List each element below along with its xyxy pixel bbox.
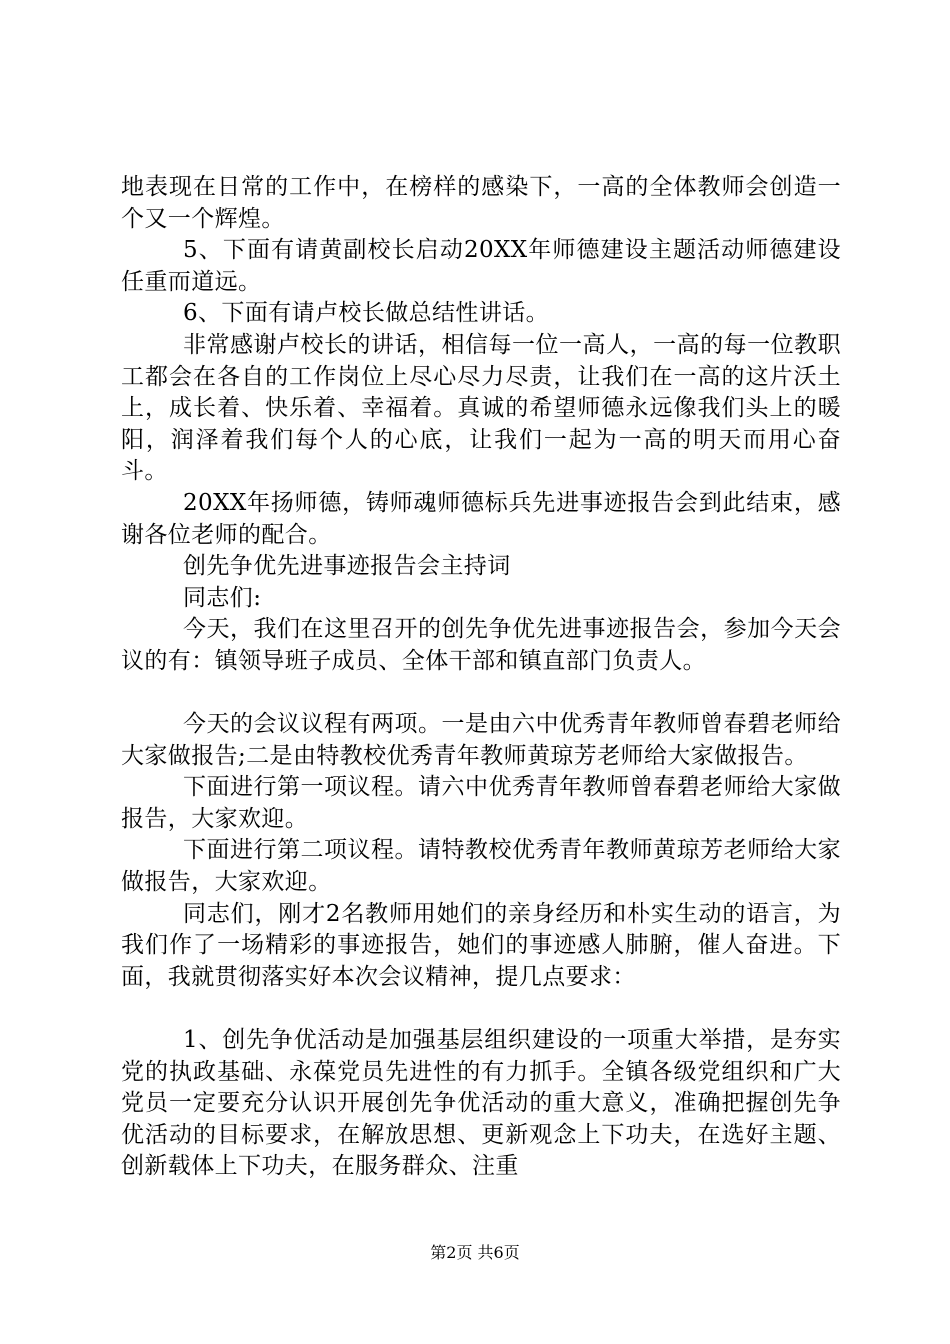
blank-line <box>121 678 841 710</box>
paragraph-thanks: 非常感谢卢校长的讲话，相信每一位一高人，一高的每一位教职工都会在各自的工作岗位上尽心尽力尽责，让我们在一高的这片沃土上，成长着、快乐着、幸福着。真诚的希望师德永远像我们头上的暖阳，润泽着我们每个人的心底，让我们一起为一高的明天而用心奋斗。 <box>121 331 841 485</box>
document-body <box>121 172 841 1183</box>
page-footer: 第2页 共6页 <box>430 1243 520 1262</box>
paragraph-agenda: 今天的会议议程有两项。一是由六中优秀青年教师曾春碧老师给大家做报告;二是由特教校优秀青年教师黄琼芳老师给大家做报告。 <box>121 711 841 769</box>
section-title: 创先争优先进事迹报告会主持词 <box>183 553 511 580</box>
paragraph-salutation: 同志们: <box>183 584 262 611</box>
paragraph-agenda-second: 下面进行第二项议程。请特教校优秀青年教师黄琼芳老师给大家做报告，大家欢迎。 <box>121 837 841 896</box>
paragraph-item-6: 6、下面有请卢校长做总结性讲话。 <box>183 300 550 327</box>
blank-line <box>121 993 841 1025</box>
paragraph-agenda-first: 下面进行第一项议程。请六中优秀青年教师曾春碧老师给大家做报告，大家欢迎。 <box>121 774 841 832</box>
paragraph-item-5: 5、下面有请黄副校长启动20XX年师德建设主题活动师德建设任重而道远。 <box>121 237 841 295</box>
paragraph-opening: 今天，我们在这里召开的创先争优先进事迹报告会，参加今天会议的有：镇领导班子成员、全体干部和镇直部门负责人。 <box>121 616 841 674</box>
paragraph-closing: 20XX年扬师德，铸师魂师德标兵先进事迹报告会到此结束，感谢各位老师的配合。 <box>121 489 841 548</box>
paragraph-requirement-1: 1、创先争优活动是加强基层组织建设的一项重大举措，是夯实党的执政基础、永葆党员先进性的有力抓手。全镇各级党组织和广大党员一定要充分认识开展创先争优活动的重大意义，准确把握创先争优活动的目标要求，在解放思想、更新观念上下功夫，在选好主题、创新载体上下功夫，在服务群众、注重 <box>121 1027 841 1180</box>
paragraph-continuation: 地表现在日常的工作中，在榜样的感染下，一高的全体教师会创造一个又一个辉煌。 <box>121 174 841 232</box>
paragraph-summary: 同志们，刚才2名教师用她们的亲身经历和朴实生动的语言，为我们作了一场精彩的事迹报告，她们的事迹感人肺腑，催人奋进。下面，我就贯彻落实好本次会议精神，提几点要求： <box>121 900 841 990</box>
